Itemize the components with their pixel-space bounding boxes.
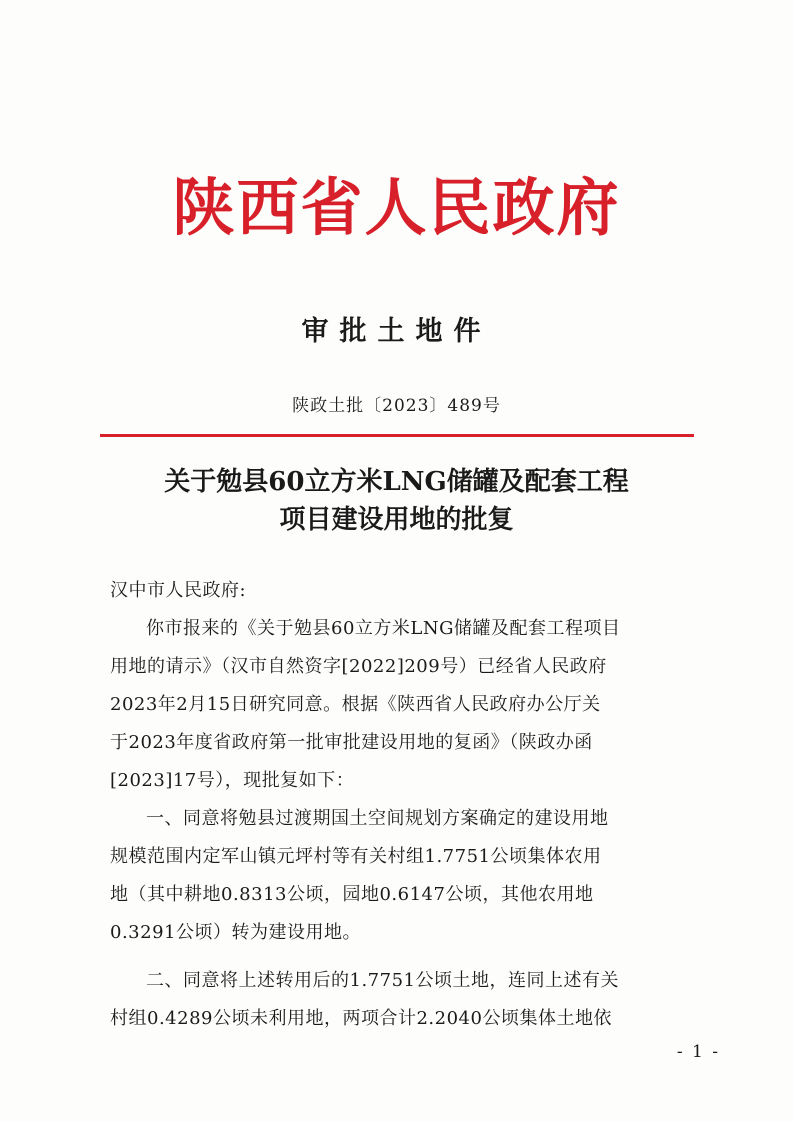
body-line: 一、同意将勉县过渡期国土空间规划方案确定的建设用地 — [146, 808, 609, 829]
body-line: 地（其中耕地0.8313公顷，园地0.6147公顷，其他农用地 — [110, 884, 594, 905]
body-line: 规模范围内定军山镇元坪村等有关村组1.7751公顷集体农用 — [110, 846, 602, 867]
body-line: 于2023年度省政府第一批审批建设用地的复函》（陕政办函 — [110, 732, 593, 753]
body-line: 你市报来的《关于勉县60立方米LNG储罐及配套工程项目 — [146, 618, 621, 639]
body-line: 0.3291公顷）转为建设用地。 — [110, 922, 361, 943]
title-line-1: 关于勉县60立方米LNG储罐及配套工程 — [164, 467, 629, 497]
body-line: 二、同意将上述转用后的1.7751公顷土地，连同上述有关 — [146, 970, 619, 991]
document-title — [60, 463, 733, 539]
document-type: 审批土地件 — [301, 316, 492, 347]
page-number: - 1 - — [676, 1042, 720, 1062]
title-line-2: 项目建设用地的批复 — [279, 505, 514, 535]
addressee: 汉中市人民政府: — [110, 580, 247, 601]
red-divider — [100, 434, 694, 437]
body-line: 用地的请示》（汉市自然资字[2022]209号）已经省人民政府 — [110, 656, 607, 677]
body-line: 村组0.4289公顷未利用地，两项合计2.2040公顷集体土地依 — [110, 1008, 612, 1029]
document-body — [110, 572, 710, 1038]
body-line: 2023年2月15日研究同意。根据《陕西省人民政府办公厅关 — [110, 694, 601, 715]
body-line: [2023]17号），现批复如下： — [110, 770, 355, 791]
paragraph-gap — [110, 952, 710, 962]
document-number: 陕政土批〔2023〕489号 — [292, 396, 501, 416]
issuer-heading: 陕西省人民政府 — [172, 171, 621, 244]
